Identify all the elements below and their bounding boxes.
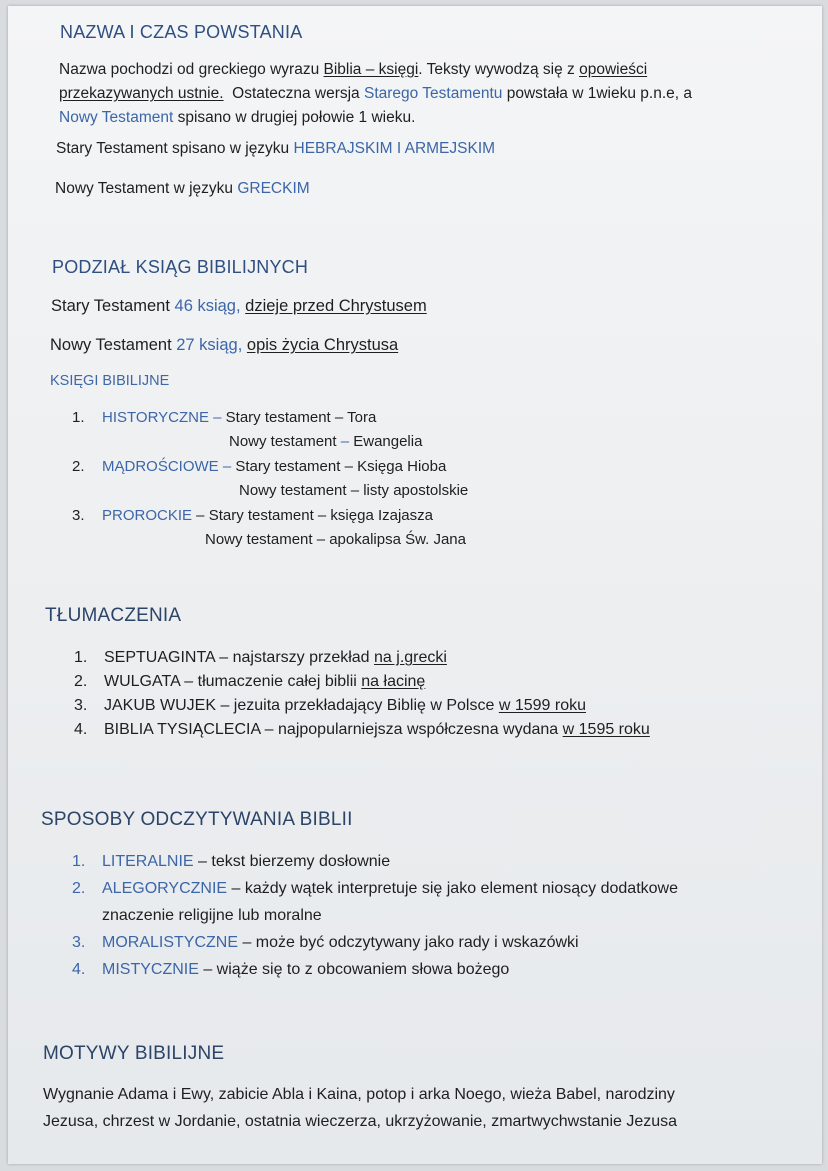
list-number: 4.	[74, 721, 88, 738]
list-item: 2. ALEGORYCZNIE – każdy wątek interpretuje się jako element niosący dodatkowe znaczenie religijne lub moralne	[102, 875, 678, 929]
list-number: 1.	[72, 853, 86, 870]
list-item	[72, 455, 469, 503]
dash: –	[218, 458, 236, 475]
text: spisano w drugiej połowie 1 wieku.	[173, 109, 416, 126]
list-number: 3.	[74, 697, 88, 714]
method-name: ALEGORYCZNIE	[102, 880, 228, 897]
text: Nowy Testament w języku	[55, 180, 238, 197]
motifs-line-2: Jezusa, chrzest w Jordanie, ostatnia wieczerza, ukrzyżowanie, zmartwychwstanie Jezusa	[43, 1113, 678, 1130]
book-type-name: HISTORYCZNE	[102, 409, 209, 426]
paragraph-new-testament-language	[55, 177, 310, 201]
section-heading-reading-methods: SPOSOBY ODCZYTYWANIA BIBLII	[41, 809, 353, 830]
method-name: LITERALNIE	[102, 853, 194, 870]
line-new-testament-books	[50, 331, 398, 359]
text: Nowy Testament	[50, 336, 177, 354]
text-blue: Starego Testamentu	[363, 85, 503, 102]
document-page	[8, 6, 822, 1164]
method-name: MISTYCZNIE	[102, 961, 199, 978]
text-underlined: opis życia Chrystusa	[246, 336, 399, 354]
list-item: 1. SEPTUAGINTA – najstarszy przekład na j.grecki	[104, 646, 650, 670]
book-line: Stary testament – Księga Hioba	[235, 458, 447, 475]
text-blue: 27 ksiąg,	[176, 336, 243, 354]
list-item: 4. MISTYCZNIE – wiąże się to z obcowaniem słowa bożego	[102, 956, 678, 983]
text-underlined: Biblia – księgi	[323, 61, 419, 78]
list-translations	[74, 646, 650, 742]
section-heading-biblical-motifs: MOTYWY BIBILIJNE	[43, 1043, 225, 1064]
list-number: 3.	[72, 507, 85, 524]
book-line: Stary testament – księga Izajasza	[208, 507, 433, 524]
section-heading-name-origin: NAZWA I CZAS POWSTANIA	[60, 22, 303, 42]
list-item	[72, 406, 468, 454]
list-number: 1.	[74, 649, 88, 666]
text: Stary Testament	[51, 297, 175, 315]
list-reading-methods	[72, 848, 678, 983]
section-heading-translations: TŁUMACZENIA	[45, 605, 182, 626]
list-item: 1. LITERALNIE – tekst bierzemy dosłownie	[102, 848, 678, 875]
book-line-2: Nowy testament – Ewangelia	[229, 433, 423, 450]
text-underlined: opowieści	[579, 61, 648, 78]
list-item	[72, 504, 468, 552]
text: Ostateczna wersja	[223, 85, 364, 102]
list-item: 2. WULGATA – tłumaczenie całej biblii na łacinę	[104, 670, 650, 694]
list-number: 2.	[72, 458, 85, 475]
motifs-line-1: Wygnanie Adama i Ewy, zabicie Abla i Kaina, potop i arka Noego, wieża Babel, narodziny	[43, 1086, 675, 1103]
paragraph-old-testament-language	[56, 137, 495, 161]
text: Stary Testament spisano w języku	[56, 140, 294, 157]
list-item: 3. JAKUB WUJEK – jezuita przekładający Biblię w Polsce w 1599 roku	[104, 694, 650, 718]
book-line-2: Nowy testament – listy apostolskie	[239, 482, 469, 499]
text-blue: HEBRAJSKIM I ARMEJSKIM	[293, 140, 496, 157]
paragraph-name-origin	[59, 58, 692, 130]
list-item: 3. MORALISTYCZNE – może być odczytywany jako rady i wskazówki	[102, 929, 678, 956]
text: . Teksty wywodzą się z	[418, 61, 580, 78]
list-book-types	[72, 406, 469, 552]
subheading-bible-books: KSIĘGI BIBILIJNE	[50, 373, 170, 389]
book-type-name: PROROCKIE	[102, 507, 193, 524]
text: powstała w 1wieku p.n.e, a	[502, 85, 692, 102]
paragraph-biblical-motifs	[43, 1081, 677, 1135]
dash: –	[192, 507, 209, 524]
list-number: 2.	[74, 673, 88, 690]
method-name: MORALISTYCZNE	[102, 934, 239, 951]
method-text-continued: znaczenie religijne lub moralne	[102, 907, 322, 924]
text-underlined: przekazywanych ustnie.	[59, 85, 224, 102]
text-blue: 46 ksiąg,	[174, 297, 241, 315]
text-underlined: dzieje przed Chrystusem	[245, 297, 427, 315]
list-number: 3.	[72, 934, 86, 951]
text-blue: Nowy Testament	[59, 109, 174, 126]
section-heading-book-division: PODZIAŁ KSIĄG BIBILIJNYCH	[52, 257, 309, 277]
book-line-2: Nowy testament – apokalipsa Św. Jana	[205, 531, 466, 548]
book-type-name: MĄDROŚCIOWE	[102, 458, 219, 475]
list-item: 4. BIBLIA TYSIĄCLECIA – najpopularniejsza współczesna wydana w 1595 roku	[104, 718, 650, 742]
book-line: Stary testament – Tora	[225, 409, 377, 426]
list-number: 2.	[72, 880, 86, 897]
list-number: 1.	[72, 409, 85, 426]
line-old-testament-books	[51, 292, 427, 320]
text-blue: GRECKIM	[237, 180, 310, 197]
list-number: 4.	[72, 961, 86, 978]
text: Nazwa pochodzi od greckiego wyrazu	[59, 61, 324, 78]
dash: –	[208, 409, 226, 426]
